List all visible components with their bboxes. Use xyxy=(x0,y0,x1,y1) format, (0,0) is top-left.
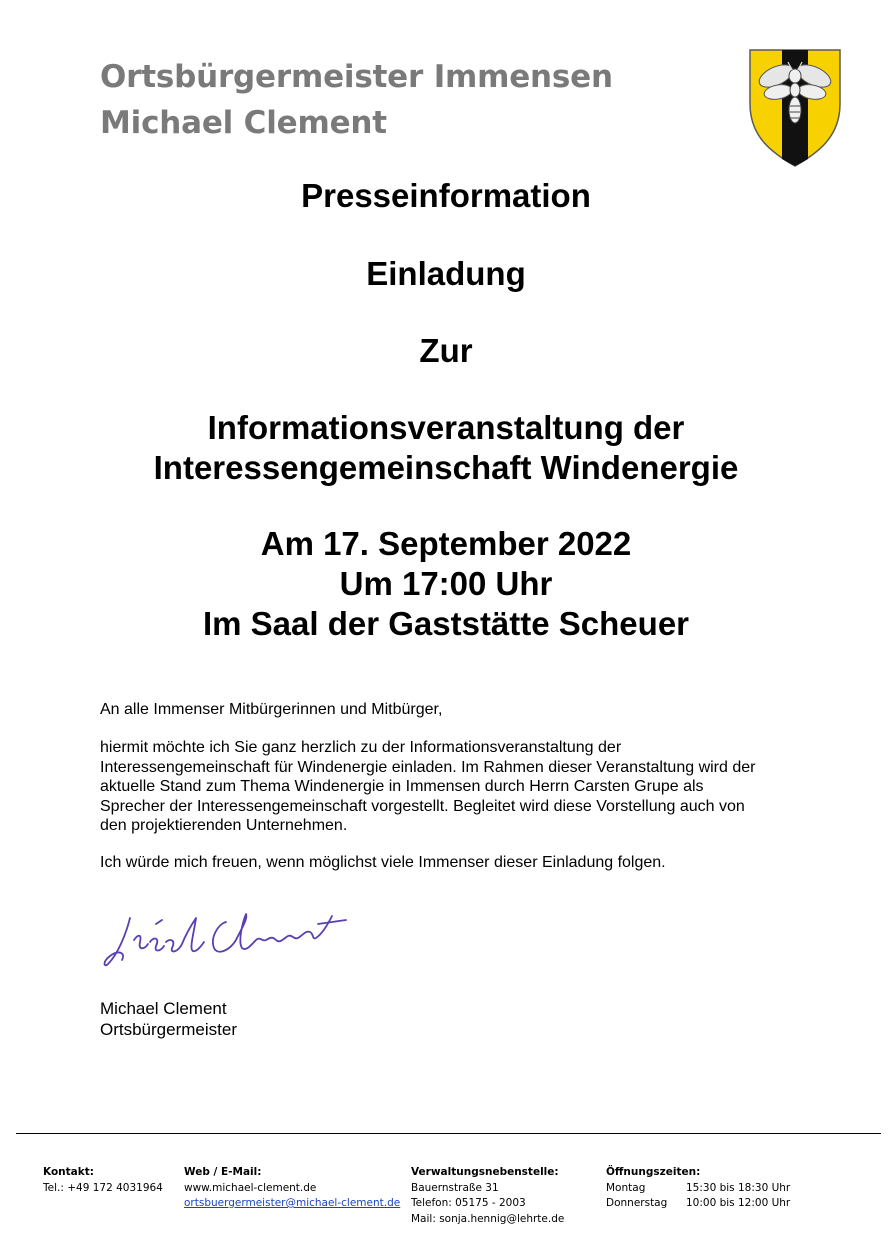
paragraph-line: Interessengemeinschaft für Windenergie einladen. Im Rahmen dieser Veranstaltung wird der xyxy=(100,758,756,776)
letterhead-title xyxy=(100,54,613,146)
opening-day: Donnerstag xyxy=(606,1197,668,1209)
footer-web xyxy=(184,1165,400,1212)
event-date: Am 17. September 2022 xyxy=(260,525,632,562)
footer-street: Bauernstraße 31 xyxy=(411,1181,499,1194)
footer-kontakt-heading: Kontakt: xyxy=(43,1166,94,1178)
letter-paragraph-1 xyxy=(100,738,800,836)
paragraph-line: hiermit möchte ich Sie ganz herzlich zu der Informationsveranstaltung der xyxy=(100,739,622,756)
footer-kontakt xyxy=(43,1165,163,1196)
signer-title: Ortsbürgermeister xyxy=(100,1020,237,1039)
event-title xyxy=(0,408,892,488)
footer-email-link[interactable]: ortsbuergermeister@michael-clement.de xyxy=(184,1197,401,1209)
event-title-line-1: Informationsveranstaltung der xyxy=(207,409,685,446)
event-time: Um 17:00 Uhr xyxy=(339,565,553,602)
opening-hours: 15:30 bis 18:30 Uhr xyxy=(686,1181,791,1194)
footer-web-heading: Web / E-Mail: xyxy=(184,1166,262,1178)
event-details xyxy=(0,524,892,644)
event-title-line-2: Interessengemeinschaft Windenergie xyxy=(153,449,739,486)
signer-name: Michael Clement xyxy=(100,999,227,1018)
paragraph-line: aktuelle Stand zum Thema Windenergie in Immensen durch Herrn Carsten Grupe als xyxy=(100,778,704,795)
opening-day: Montag xyxy=(606,1181,646,1194)
opening-hours-row xyxy=(606,1196,790,1212)
headline-zur: Zur xyxy=(419,332,473,369)
coat-of-arms-icon xyxy=(746,46,844,168)
footer-phone: Tel.: +49 172 4031964 xyxy=(43,1181,163,1194)
footer-oeffnungszeiten xyxy=(606,1165,790,1212)
opening-hours: 10:00 bis 12:00 Uhr xyxy=(686,1197,791,1209)
footer-verwaltung-heading: Verwaltungsnebenstelle: xyxy=(411,1166,559,1178)
opening-hours-row xyxy=(606,1181,790,1197)
footer-oeffnung-heading: Öffnungszeiten: xyxy=(606,1166,701,1178)
letterhead-line-2: Michael Clement xyxy=(100,105,387,141)
footer-website: www.michael-clement.de xyxy=(184,1181,317,1194)
footer-mail: Mail: sonja.hennig@lehrte.de xyxy=(411,1212,565,1225)
paragraph-line: Sprecher der Interessengemeinschaft vorgestellt. Begleitet wird diese Vorstellung auch von xyxy=(100,797,745,815)
headline-einladung: Einladung xyxy=(366,255,526,292)
headline-presseinformation: Presseinformation xyxy=(301,177,591,214)
signer-block xyxy=(100,998,237,1040)
handwritten-signature xyxy=(96,894,356,974)
letterhead-line-1: Ortsbürgermeister Immensen xyxy=(100,59,613,95)
event-place: Im Saal der Gaststätte Scheuer xyxy=(202,605,690,642)
footer-telefon: Telefon: 05175 - 2003 xyxy=(411,1197,526,1209)
letter-paragraph-2: Ich würde mich freuen, wenn möglichst viele Immenser dieser Einladung folgen. xyxy=(100,854,666,871)
paragraph-line: den projektierenden Unternehmen. xyxy=(100,817,348,834)
footer-verwaltung xyxy=(411,1165,564,1227)
footer-divider xyxy=(16,1133,881,1134)
letter-greeting: An alle Immenser Mitbürgerinnen und Mitbürger, xyxy=(100,701,443,718)
